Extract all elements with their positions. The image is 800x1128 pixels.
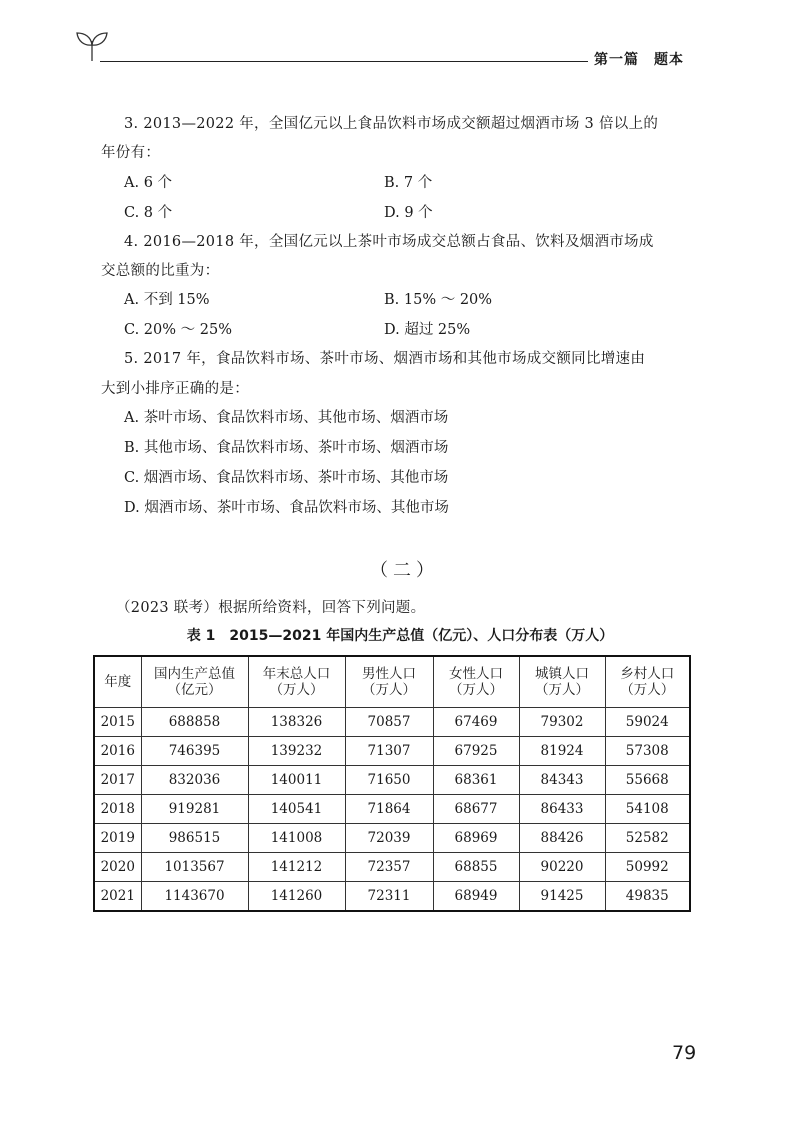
table-row xyxy=(94,853,690,882)
cell-gdp: 746395 xyxy=(141,737,248,766)
cell-total-population: 138326 xyxy=(248,708,345,737)
table-row xyxy=(94,882,690,912)
cell-gdp: 832036 xyxy=(141,766,248,795)
cell-female-population: 67469 xyxy=(433,708,519,737)
cell-year: 2018 xyxy=(94,795,141,824)
cell-rural-population: 50992 xyxy=(605,853,690,882)
cell-urban-population: 91425 xyxy=(519,882,605,912)
cell-female-population: 68361 xyxy=(433,766,519,795)
cell-female-population: 67925 xyxy=(433,737,519,766)
table-row xyxy=(94,766,690,795)
question-4-option-a: A. 不到 15% xyxy=(124,292,210,308)
table-body xyxy=(94,708,690,912)
cell-female-population: 68855 xyxy=(433,853,519,882)
cell-urban-population: 81924 xyxy=(519,737,605,766)
cell-year: 2017 xyxy=(94,766,141,795)
cell-male-population: 71864 xyxy=(345,795,433,824)
section-label: 第一篇 题本 xyxy=(594,52,684,68)
cell-gdp: 688858 xyxy=(141,708,248,737)
question-4-line-1: 4. 2016—2018 年，全国亿元以上茶叶市场成交总额占食品、饮料及烟酒市场成 xyxy=(124,234,654,250)
table-header-row xyxy=(94,656,690,708)
question-4-option-c: C. 20% ～ 25% xyxy=(124,322,232,338)
header-urban-population: 城镇人口 （万人） xyxy=(519,656,605,708)
table-row xyxy=(94,708,690,737)
question-5-option-a: A. 茶叶市场、食品饮料市场、其他市场、烟酒市场 xyxy=(124,410,449,426)
cell-rural-population: 55668 xyxy=(605,766,690,795)
cell-male-population: 72039 xyxy=(345,824,433,853)
question-5-option-d: D. 烟酒市场、茶叶市场、食品饮料市场、其他市场 xyxy=(124,500,449,516)
cell-male-population: 72357 xyxy=(345,853,433,882)
question-4-option-b: B. 15% ～ 20% xyxy=(384,292,493,308)
cell-urban-population: 90220 xyxy=(519,853,605,882)
cell-rural-population: 49835 xyxy=(605,882,690,912)
cell-year: 2019 xyxy=(94,824,141,853)
cell-year: 2015 xyxy=(94,708,141,737)
cell-male-population: 72311 xyxy=(345,882,433,912)
cell-urban-population: 79302 xyxy=(519,708,605,737)
cell-total-population: 141260 xyxy=(248,882,345,912)
table-row xyxy=(94,795,690,824)
data-table xyxy=(93,655,691,912)
question-3-option-d: D. 9 个 xyxy=(384,205,433,221)
page-number: 79 xyxy=(672,1042,697,1064)
cell-female-population: 68969 xyxy=(433,824,519,853)
cell-male-population: 71307 xyxy=(345,737,433,766)
header-gdp: 国内生产总值 （亿元） xyxy=(141,656,248,708)
cell-gdp: 1143670 xyxy=(141,882,248,912)
header-male-population: 男性人口 （万人） xyxy=(345,656,433,708)
cell-urban-population: 88426 xyxy=(519,824,605,853)
cell-year: 2016 xyxy=(94,737,141,766)
cell-total-population: 140011 xyxy=(248,766,345,795)
cell-rural-population: 52582 xyxy=(605,824,690,853)
page-header xyxy=(0,0,800,80)
question-5-option-c: C. 烟酒市场、食品饮料市场、茶叶市场、其他市场 xyxy=(124,470,449,486)
question-5-option-b: B. 其他市场、食品饮料市场、茶叶市场、烟酒市场 xyxy=(124,440,449,456)
table-row xyxy=(94,737,690,766)
cell-male-population: 71650 xyxy=(345,766,433,795)
header-rural-population: 乡村人口 （万人） xyxy=(605,656,690,708)
header-year: 年度 xyxy=(94,656,141,708)
cell-rural-population: 54108 xyxy=(605,795,690,824)
cell-male-population: 70857 xyxy=(345,708,433,737)
header-female-population: 女性人口 （万人） xyxy=(433,656,519,708)
cell-total-population: 141212 xyxy=(248,853,345,882)
question-3-line-1: 3. 2013—2022 年，全国亿元以上食品饮料市场成交额超过烟酒市场 3 倍以上的 xyxy=(124,116,659,132)
question-4-line-2: 交总额的比重为： xyxy=(101,263,220,279)
cell-year: 2020 xyxy=(94,853,141,882)
question-4-option-d: D. 超过 25% xyxy=(384,322,471,338)
question-3-option-b: B. 7 个 xyxy=(384,175,433,191)
sprout-icon xyxy=(72,27,112,63)
cell-total-population: 140541 xyxy=(248,795,345,824)
cell-year: 2021 xyxy=(94,882,141,912)
table-title: 表 1 2015—2021 年国内生产总值（亿元）、人口分布表（万人） xyxy=(186,628,614,644)
header-rule xyxy=(100,61,588,62)
question-3-option-a: A. 6 个 xyxy=(124,175,173,191)
cell-gdp: 919281 xyxy=(141,795,248,824)
cell-total-population: 139232 xyxy=(248,737,345,766)
cell-gdp: 1013567 xyxy=(141,853,248,882)
question-3-option-c: C. 8 个 xyxy=(124,205,173,221)
question-5-line-2: 大到小排序正确的是： xyxy=(101,381,249,397)
cell-rural-population: 59024 xyxy=(605,708,690,737)
cell-urban-population: 84343 xyxy=(519,766,605,795)
section-intro: （2023 联考）根据所给资料，回答下列问题。 xyxy=(116,600,426,616)
table-row xyxy=(94,824,690,853)
section-heading: （二） xyxy=(370,560,439,581)
cell-rural-population: 57308 xyxy=(605,737,690,766)
question-5-line-1: 5. 2017 年，食品饮料市场、茶叶市场、烟酒市场和其他市场成交额同比增速由 xyxy=(124,351,646,367)
cell-total-population: 141008 xyxy=(248,824,345,853)
cell-female-population: 68949 xyxy=(433,882,519,912)
question-3-line-2: 年份有： xyxy=(101,145,161,161)
cell-female-population: 68677 xyxy=(433,795,519,824)
cell-urban-population: 86433 xyxy=(519,795,605,824)
header-total-population: 年末总人口 （万人） xyxy=(248,656,345,708)
cell-gdp: 986515 xyxy=(141,824,248,853)
